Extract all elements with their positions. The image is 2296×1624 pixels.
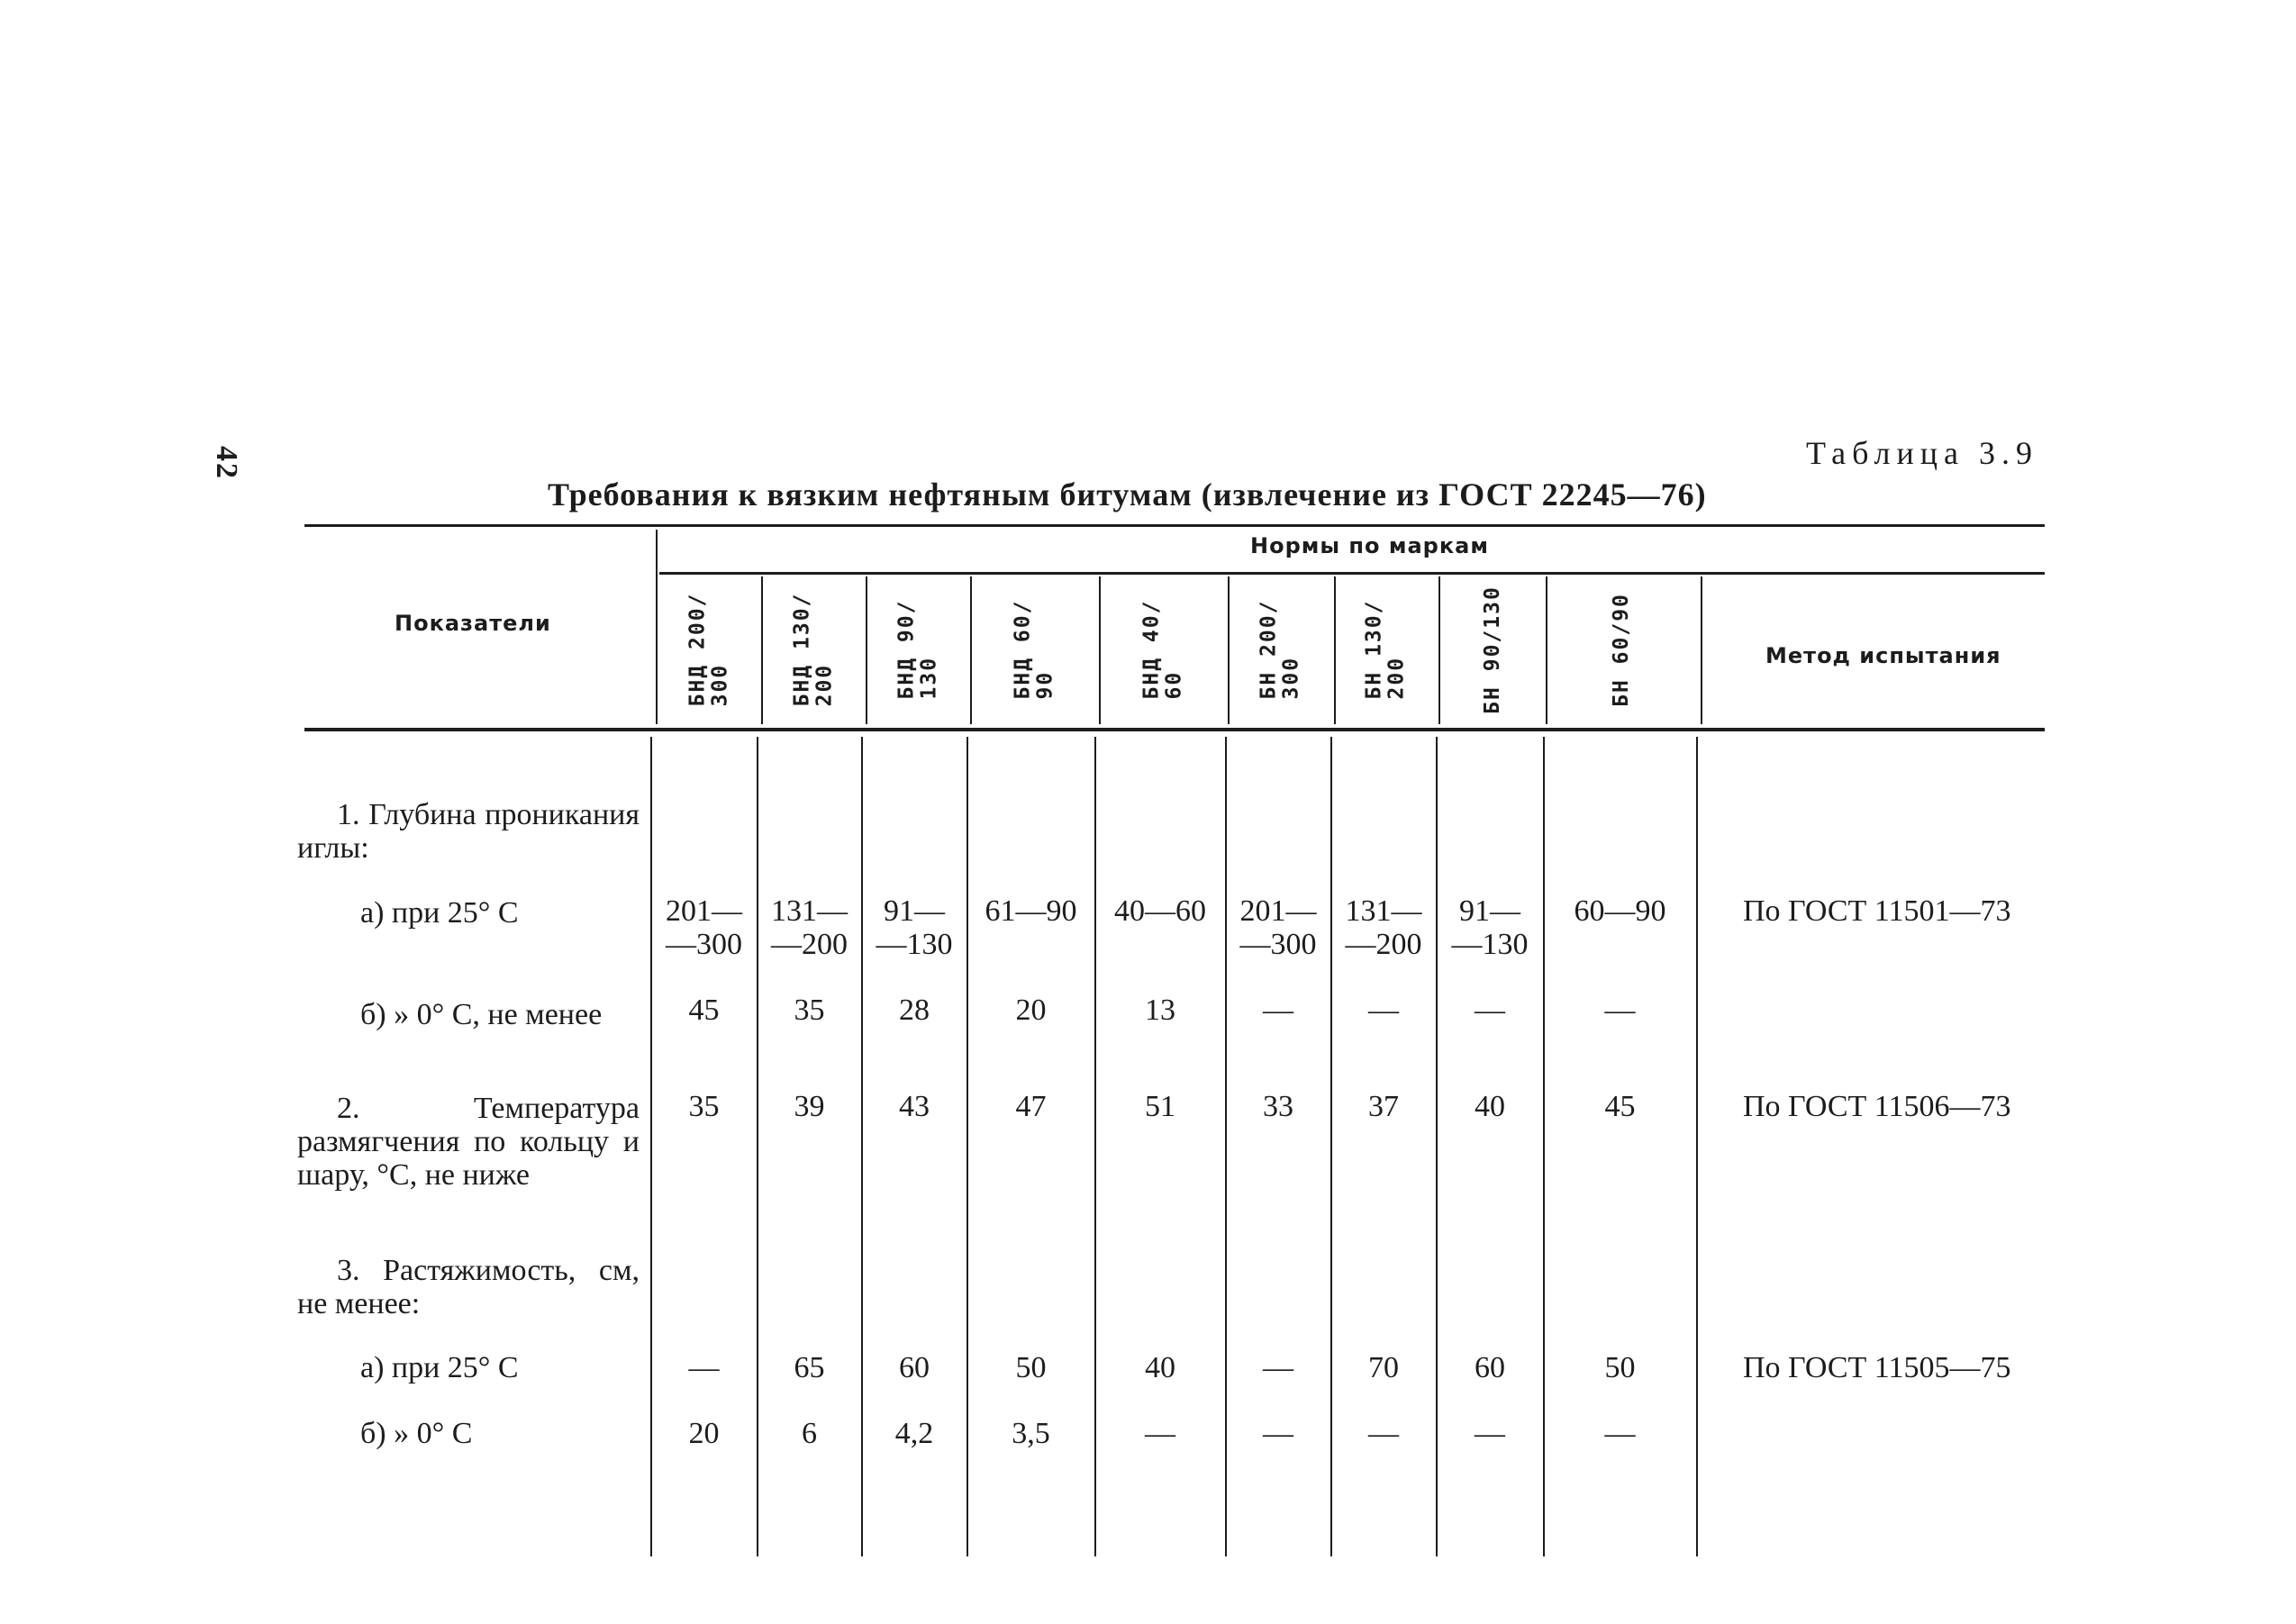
header-divider <box>1701 576 1702 724</box>
table-cell: 60 <box>1475 1351 1505 1384</box>
table-cell: 45 <box>1604 1090 1636 1123</box>
grade-header: БНД 200/ 300 <box>685 592 731 707</box>
table-cell: 47 <box>1015 1090 1047 1123</box>
header-bottom-rule <box>304 728 2045 731</box>
row-label: б) » 0° С <box>360 1417 473 1450</box>
header-indicators: Показатели <box>395 611 551 636</box>
header-divider <box>761 576 763 724</box>
header-divider <box>656 530 658 724</box>
grade-header: БНД 130/ 200 <box>790 592 836 707</box>
header-divider <box>1228 576 1230 724</box>
table-cell: — <box>1475 1417 1505 1450</box>
table-cell: 33 <box>1263 1090 1293 1123</box>
table-cell: 50 <box>1015 1351 1047 1384</box>
body-divider <box>966 737 968 1556</box>
body-divider <box>861 737 863 1556</box>
table-cell: 28 <box>899 993 930 1027</box>
table-cell: 91— —130 <box>1451 894 1529 961</box>
table-cell: 3,5 <box>1012 1417 1050 1450</box>
table-cell: — <box>1368 1417 1399 1450</box>
table-cell: — <box>1263 1417 1293 1450</box>
table-cell: 61—90 <box>985 894 1077 928</box>
test-method: По ГОСТ 11506—73 <box>1743 1090 2011 1123</box>
table-cell: — <box>1145 1417 1175 1450</box>
table-cell: 35 <box>794 993 825 1027</box>
table-cell: 40 <box>1145 1351 1175 1384</box>
table-cell: 43 <box>899 1090 930 1123</box>
table-cell: 70 <box>1368 1351 1399 1384</box>
norms-rule <box>659 572 2045 575</box>
table-cell: 6 <box>802 1417 817 1450</box>
header-divider <box>1546 576 1547 724</box>
table-cell: 35 <box>688 1090 720 1123</box>
grade-header: БН 200/ 300 <box>1257 599 1302 700</box>
table-cell: 13 <box>1145 993 1175 1027</box>
row-label: 2. Температура размягчения по кольцу и шару, °С, не ниже <box>297 1092 640 1192</box>
body-divider <box>650 737 652 1556</box>
body-divider <box>1543 737 1545 1556</box>
table-cell: 37 <box>1368 1090 1399 1123</box>
table-cell: — <box>1604 1417 1636 1450</box>
body-divider <box>1225 737 1227 1556</box>
header-method: Метод испытания <box>1765 643 2001 668</box>
page-number: 42 <box>210 446 243 480</box>
table-cell: — <box>1475 993 1505 1027</box>
table-cell: 201— —300 <box>1239 894 1317 961</box>
grade-header: БНД 40/ 60 <box>1139 599 1185 700</box>
header-divider <box>1334 576 1336 724</box>
table-cell: 131— —200 <box>771 894 848 961</box>
table-cell: 51 <box>1145 1090 1175 1123</box>
table-cell: 4,2 <box>894 1417 934 1450</box>
table-cell: — <box>1263 1351 1293 1384</box>
body-divider <box>757 737 758 1556</box>
table-cell: 20 <box>688 1417 720 1450</box>
table-cell: — <box>1368 993 1399 1027</box>
table-cell: 60 <box>899 1351 930 1384</box>
table-cell: 65 <box>794 1351 825 1384</box>
table-cell: 20 <box>1015 993 1047 1027</box>
grade-header: БН 90/130 <box>1480 585 1504 714</box>
table-label: Таблица 3.9 <box>1806 435 2038 471</box>
table-cell: 60—90 <box>1574 894 1666 928</box>
table-cell: 45 <box>688 993 720 1027</box>
header-divider <box>866 576 867 724</box>
row-label: а) при 25° С <box>360 896 519 930</box>
header-divider <box>1438 576 1440 724</box>
grade-header: БН 130/ 200 <box>1362 599 1408 700</box>
row-label: б) » 0° С, не менее <box>360 998 603 1031</box>
header-divider <box>1099 576 1101 724</box>
table-cell: 40 <box>1475 1090 1505 1123</box>
header-divider <box>970 576 972 724</box>
table-top-rule <box>304 524 2045 527</box>
table-cell: — <box>1263 993 1293 1027</box>
header-norms: Нормы по маркам <box>1250 533 1489 558</box>
table-cell: — <box>688 1351 720 1384</box>
table-cell: — <box>1604 993 1636 1027</box>
test-method: По ГОСТ 11501—73 <box>1743 894 2011 928</box>
grade-header: БНД 60/ 90 <box>1011 599 1057 700</box>
table-cell: 40—60 <box>1114 894 1206 928</box>
table-cell: 201— —300 <box>666 894 742 961</box>
grade-header: БН 60/90 <box>1609 592 1633 707</box>
body-divider <box>1436 737 1438 1556</box>
table-cell: 91— —130 <box>876 894 953 961</box>
body-divider <box>1330 737 1332 1556</box>
table-cell: 39 <box>794 1090 825 1123</box>
body-divider <box>1094 737 1096 1556</box>
row-label: 3. Растяжимость, см, не менее: <box>297 1254 640 1320</box>
table-cell: 50 <box>1604 1351 1636 1384</box>
grade-header: БНД 90/ 130 <box>894 599 940 700</box>
row-label: 1. Глубина проникания иглы: <box>297 798 640 865</box>
table-title: Требования к вязким нефтяным битумам (извлечение из ГОСТ 22245—76) <box>548 476 1707 513</box>
test-method: По ГОСТ 11505—75 <box>1743 1351 2011 1384</box>
body-divider <box>1696 737 1698 1556</box>
table-cell: 131— —200 <box>1345 894 1422 961</box>
row-label: а) при 25° С <box>360 1351 519 1384</box>
